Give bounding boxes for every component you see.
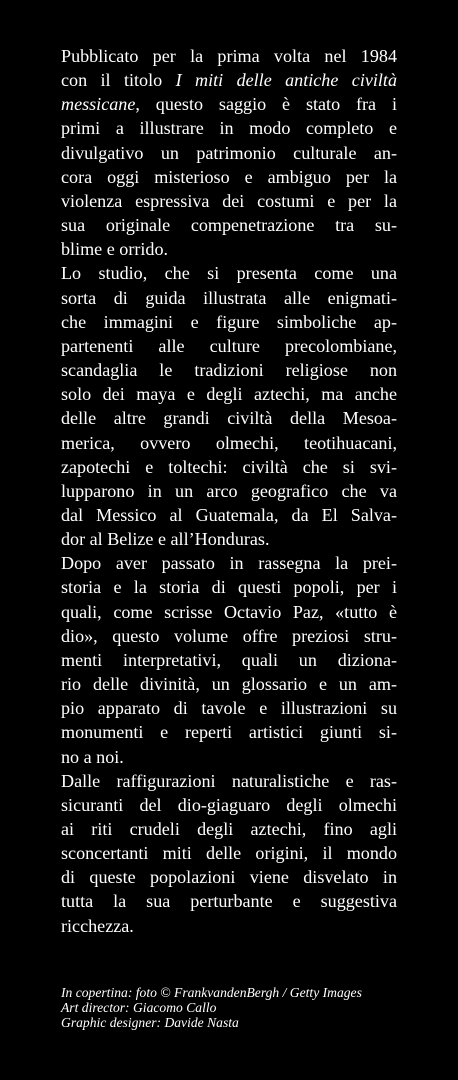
credit-art-director: Art director: Giacomo Callo bbox=[61, 1000, 217, 1015]
text-line: primi a illustrare in modo completo e bbox=[61, 118, 397, 139]
text-line: sua originale compenetrazione tra su- bbox=[61, 215, 397, 236]
text-line: Dopo aver passato in rassegna la prei- bbox=[61, 553, 397, 574]
blurb-paragraph bbox=[61, 261, 397, 551]
text-line: tutta la sua perturbante e suggestiva bbox=[61, 891, 397, 912]
text-line: sicuranti del dio-giaguaro degli olmechi bbox=[61, 794, 397, 815]
text-line: Lo studio, che si presenta come una bbox=[61, 263, 397, 284]
text-line: lupparono in un arco geografico che va bbox=[61, 480, 397, 501]
text-line: partenenti alle culture precolombiane, bbox=[61, 335, 397, 356]
text-line: sorta di guida illustrata alle enigmati- bbox=[61, 287, 397, 308]
text-line: solo dei maya e degli aztechi, ma anche bbox=[61, 384, 397, 405]
text-line: rio delle divinità, un glossario e un am- bbox=[61, 674, 397, 695]
text-line: zapotechi e toltechi: civiltà che si svi- bbox=[61, 456, 397, 477]
text-line: ricchezza. bbox=[61, 915, 134, 936]
text-line: menti interpretativi, quali un diziona- bbox=[61, 649, 397, 670]
blurb-paragraph bbox=[61, 44, 397, 261]
text-line: sconcertanti miti delle origini, il mondo bbox=[61, 843, 397, 864]
text-line: Pubblicato per la prima volta nel 1984 bbox=[61, 46, 397, 66]
line-text-segment: , questo saggio è stato fra i bbox=[135, 94, 397, 115]
text-line: dal Messico al Guatemala, da El Salva- bbox=[61, 504, 397, 525]
blurb-paragraph bbox=[61, 551, 397, 768]
text-line: violenza espressiva dei costumi e per la bbox=[61, 190, 397, 211]
text-line: che immagini e figure simboliche ap- bbox=[61, 311, 397, 332]
text-line bbox=[61, 92, 397, 116]
blurb-paragraph bbox=[61, 769, 397, 938]
text-line: monumenti e reperti artistici giunti si- bbox=[61, 722, 397, 743]
blurb-text bbox=[61, 44, 397, 938]
book-title-italic: messicane bbox=[61, 94, 136, 115]
text-line: ai riti crudeli degli aztechi, fino agli bbox=[61, 819, 397, 839]
text-line: merica, ovvero olmechi, teotihuacani, bbox=[61, 432, 397, 453]
credits-block bbox=[61, 985, 401, 1030]
text-line: blime e orrido. bbox=[61, 239, 169, 260]
line-text-segment: con il titolo bbox=[61, 70, 176, 91]
text-line: delle altre grandi civiltà della Mesoa- bbox=[61, 408, 397, 429]
text-line: quali, come scrisse Octavio Paz, «tutto è bbox=[61, 601, 397, 622]
text-line: dor al Belize e all’Honduras. bbox=[61, 529, 270, 550]
text-line: scandaglia le tradizioni religiose non bbox=[61, 360, 397, 381]
text-line: divulgativo un patrimonio culturale an- bbox=[61, 142, 397, 163]
text-line: pio apparato di tavole e illustrazioni su bbox=[61, 698, 397, 719]
credit-graphic-designer: Graphic designer: Davide Nasta bbox=[61, 1015, 239, 1030]
text-line: dio», questo volume offre preziosi stru- bbox=[61, 625, 397, 646]
text-line: storia e la storia di questi popoli, per i bbox=[61, 577, 397, 598]
text-line: cora oggi misterioso e ambiguo per la bbox=[61, 166, 397, 187]
text-line: Dalle raffigurazioni naturalistiche e ras- bbox=[61, 770, 397, 791]
text-line bbox=[61, 68, 397, 92]
book-title-italic: I miti delle antiche civiltà bbox=[175, 70, 398, 91]
text-line: di queste popolazioni viene disvelato in bbox=[61, 867, 397, 888]
text-line: no a noi. bbox=[61, 746, 124, 767]
credit-cover-photo: In copertina: foto © FrankvandenBergh / Getty Images bbox=[61, 985, 362, 1000]
